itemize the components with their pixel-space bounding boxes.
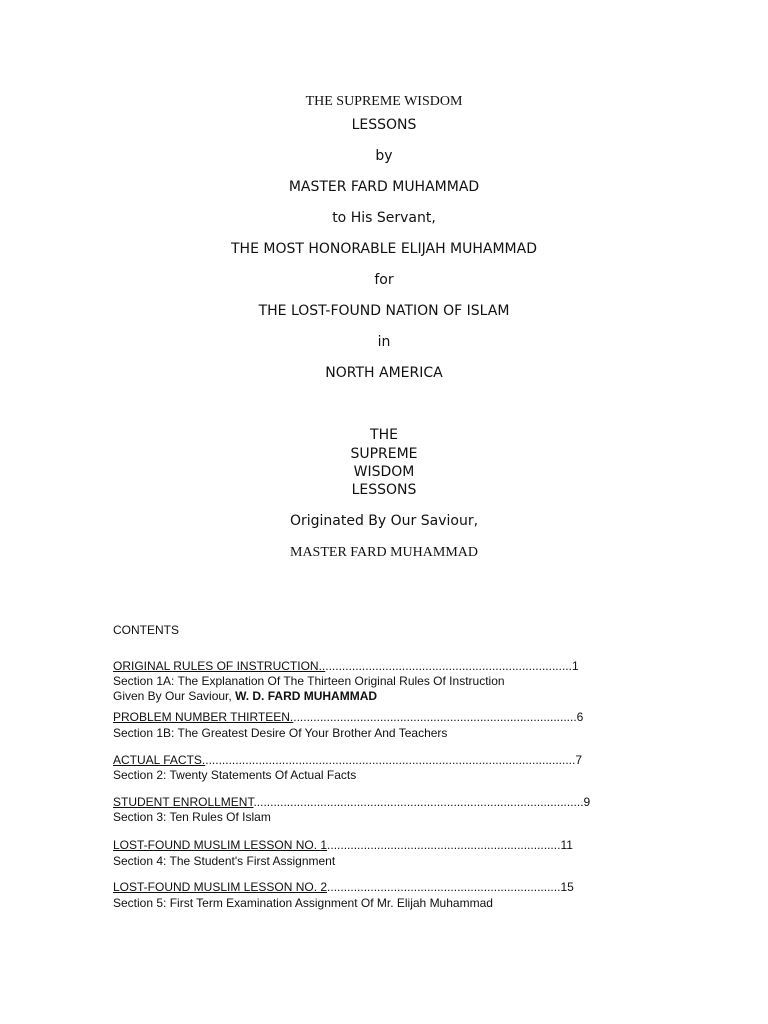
title-location: NORTH AMERICA xyxy=(325,365,443,381)
toc-page-number: 15 xyxy=(560,880,574,894)
toc-description-bold-name: W. D. FARD MUHAMMAD xyxy=(235,689,378,703)
toc-link-problem-thirteen[interactable]: PROBLEM NUMBER THIRTEEN. xyxy=(113,710,294,724)
toc-description: Section 3: Ten Rules Of Islam xyxy=(113,810,271,824)
toc-description: Section 1A: The Explanation Of The Thirteen Original Rules Of Instruction xyxy=(113,674,505,688)
toc-entry-5 xyxy=(113,838,573,852)
toc-link-student-enrollment[interactable]: STUDENT ENROLLMENT xyxy=(113,795,254,809)
title-lessons: LESSONS xyxy=(351,117,417,133)
toc-entry-6 xyxy=(113,880,574,894)
toc-leader-dots: ..................................................................................... xyxy=(293,710,577,724)
title-servant-name: THE MOST HONORABLE ELIJAH MUHAMMAD xyxy=(231,241,537,257)
document-title: THE SUPREME WISDOM xyxy=(305,94,463,109)
subtitle-the: THE xyxy=(370,427,398,443)
subtitle-lessons: LESSONS xyxy=(351,482,417,498)
toc-leader-dots: .......................................................................... xyxy=(325,659,572,673)
title-by: by xyxy=(375,148,393,164)
toc-description: Section 1B: The Greatest Desire Of Your Brother And Teachers xyxy=(113,726,448,740)
toc-description: Section 2: Twenty Statements Of Actual Facts xyxy=(113,768,357,782)
toc-page-number: 6 xyxy=(576,710,584,724)
toc-leader-dots: ...................................................................... xyxy=(327,838,561,852)
toc-page-number: 1 xyxy=(571,659,579,673)
toc-page-number: 9 xyxy=(583,795,591,809)
subtitle-supreme: SUPREME xyxy=(350,446,418,462)
title-for: for xyxy=(374,272,394,288)
toc-page-number: 7 xyxy=(575,753,583,767)
toc-entry-4 xyxy=(113,795,590,809)
toc-description: Section 5: First Term Examination Assignment Of Mr. Elijah Muhammad xyxy=(113,896,493,910)
toc-page-number: 11 xyxy=(560,838,573,852)
subtitle-wisdom: WISDOM xyxy=(353,464,415,480)
title-author: MASTER FARD MUHAMMAD xyxy=(288,179,480,195)
toc-leader-dots: ............................................................................................................... xyxy=(205,753,576,767)
toc-entry-2 xyxy=(113,710,583,724)
toc-leader-dots: ................................................................................................... xyxy=(253,795,584,809)
title-in: in xyxy=(377,334,391,350)
subtitle-author: MASTER FARD MUHAMMAD xyxy=(290,545,478,560)
toc-description: Section 4: The Student's First Assignment xyxy=(113,854,336,868)
toc-leader-dots: ...................................................................... xyxy=(327,880,561,894)
subtitle-originated: Originated By Our Saviour, xyxy=(289,513,479,529)
toc-link-actual-facts[interactable]: ACTUAL FACTS. xyxy=(113,753,206,767)
title-nation: THE LOST-FOUND NATION OF ISLAM xyxy=(258,303,510,319)
toc-description-prefix: Given By Our Saviour, xyxy=(113,689,236,703)
toc-link-original-rules[interactable]: ORIGINAL RULES OF INSTRUCTION.. xyxy=(113,659,326,673)
contents-heading: CONTENTS xyxy=(113,623,179,637)
toc-entry-1 xyxy=(113,659,579,673)
toc-link-lesson-2[interactable]: LOST-FOUND MUSLIM LESSON NO. 2 xyxy=(113,880,328,894)
toc-description-continued xyxy=(113,689,377,703)
toc-link-lesson-1[interactable]: LOST-FOUND MUSLIM LESSON NO. 1 xyxy=(113,838,328,852)
toc-entry-3 xyxy=(113,753,582,767)
title-to-servant: to His Servant, xyxy=(332,210,436,226)
